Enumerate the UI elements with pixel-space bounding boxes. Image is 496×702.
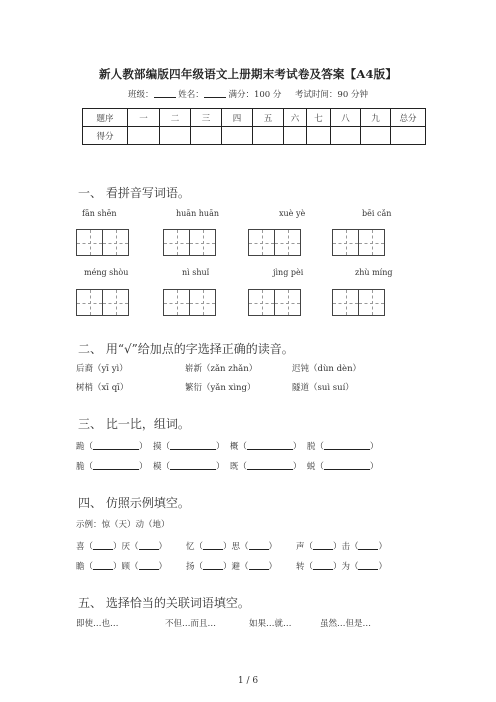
reading-item[interactable]: 崭新（zǎn zhǎn） xyxy=(185,364,258,374)
char-prompt: 概（ xyxy=(229,442,247,452)
char-prompt: 既（ xyxy=(229,462,247,472)
score-header-cell: 一 xyxy=(128,109,160,127)
paren-close: ） xyxy=(369,462,379,472)
answer-blank[interactable] xyxy=(313,540,333,550)
idiom-text: ） xyxy=(268,562,278,572)
idiom-row xyxy=(76,560,387,572)
compare-row xyxy=(76,440,378,452)
char-box[interactable] xyxy=(358,229,385,256)
name-blank xyxy=(204,89,226,98)
pinyin-label: huān huān xyxy=(176,209,219,218)
score-header-cell: 二 xyxy=(160,109,191,127)
score-header-cell: 总分 xyxy=(391,109,426,127)
idiom-text: ） xyxy=(158,542,168,552)
reading-item[interactable]: 繁衍（yǎn xìng） xyxy=(185,383,256,393)
answer-blank[interactable] xyxy=(170,440,216,450)
answer-blank[interactable] xyxy=(203,560,223,570)
page-number: 1 / 6 xyxy=(237,676,259,686)
reading-item[interactable]: 隧道（suì suí） xyxy=(292,383,354,393)
answer-blank[interactable] xyxy=(139,540,159,550)
class-blank xyxy=(154,89,176,98)
score-cell[interactable] xyxy=(361,127,391,145)
class-label: 班级： xyxy=(128,90,154,100)
pinyin-label: bēi cǎn xyxy=(362,209,392,218)
score-header-cell: 六 xyxy=(284,109,307,127)
char-box[interactable] xyxy=(358,289,385,316)
pinyin-label: jìng pèi xyxy=(273,268,304,277)
idiom-text: 忆（ xyxy=(185,542,203,552)
paren-close: ） xyxy=(292,462,302,472)
section-3-heading: 三、 比一比，组词。 xyxy=(78,417,190,431)
example-line: 示例：惊（天）动（地） xyxy=(76,520,170,530)
score-cell[interactable] xyxy=(160,127,191,145)
full-score: 满分：100 分 xyxy=(228,90,282,100)
answer-blank[interactable] xyxy=(324,460,370,470)
answer-blank[interactable] xyxy=(170,460,216,470)
idiom-text: ）为（ xyxy=(332,562,359,572)
score-table xyxy=(82,108,426,145)
char-box[interactable] xyxy=(102,289,129,316)
score-cell[interactable] xyxy=(222,127,253,145)
reading-item[interactable]: 树梢（xī qī） xyxy=(76,383,129,393)
idiom-text: ）思（ xyxy=(222,542,249,552)
idiom-text: ）击（ xyxy=(332,542,359,552)
score-cell[interactable] xyxy=(307,127,331,145)
idiom-text: 声（ xyxy=(295,542,313,552)
score-header-cell: 八 xyxy=(331,109,361,127)
reading-item[interactable]: 后裔（yī yì） xyxy=(76,364,128,374)
answer-blank[interactable] xyxy=(247,440,293,450)
answer-blank[interactable] xyxy=(93,440,139,450)
score-cell[interactable] xyxy=(128,127,160,145)
paren-close: ） xyxy=(292,442,302,452)
score-header-cell: 三 xyxy=(191,109,222,127)
section-4-heading: 四、 仿照示例填空。 xyxy=(78,496,190,510)
writing-grid[interactable] xyxy=(163,289,215,316)
idiom-text: ）厌（ xyxy=(113,542,139,552)
pinyin-label: méng shòu xyxy=(84,268,129,277)
conjunction-option: 即使…也… xyxy=(76,619,119,629)
char-prompt: 跪（ xyxy=(76,442,94,452)
writing-grid[interactable] xyxy=(76,289,128,316)
idiom-text: ） xyxy=(268,542,278,552)
char-box[interactable] xyxy=(102,229,129,256)
writing-grid[interactable] xyxy=(163,229,215,256)
char-box[interactable] xyxy=(248,229,275,256)
char-box[interactable] xyxy=(189,289,216,316)
char-prompt: 蜕（ xyxy=(306,462,324,472)
exam-info xyxy=(0,88,496,100)
writing-grid[interactable] xyxy=(332,229,384,256)
answer-blank[interactable] xyxy=(358,540,378,550)
char-box[interactable] xyxy=(189,229,216,256)
paren-close: ） xyxy=(139,462,148,472)
score-cell[interactable] xyxy=(191,127,222,145)
answer-blank[interactable] xyxy=(203,540,223,550)
paren-close: ） xyxy=(215,462,225,472)
answer-blank[interactable] xyxy=(93,560,113,570)
idiom-row xyxy=(76,540,387,552)
idiom-text: ） xyxy=(158,562,168,572)
score-table-score-row xyxy=(83,127,426,145)
answer-blank[interactable] xyxy=(139,560,159,570)
page-title: 新人教部编版四年级语文上册期末考试卷及答案【A4版】 xyxy=(98,67,398,81)
score-header-cell: 题序 xyxy=(83,109,128,127)
pinyin-label: fān shēn xyxy=(82,209,117,218)
idiom-text: 转（ xyxy=(295,562,313,572)
char-prompt: 摸（ xyxy=(152,442,170,452)
answer-blank[interactable] xyxy=(313,560,333,570)
idiom-text: ）顾（ xyxy=(113,562,139,572)
score-cell[interactable] xyxy=(284,127,307,145)
idiom-text: ） xyxy=(378,562,387,572)
answer-blank[interactable] xyxy=(249,540,269,550)
writing-grid[interactable] xyxy=(76,229,128,256)
pinyin-label: xuè yè xyxy=(279,209,306,218)
char-box[interactable] xyxy=(163,289,190,316)
paren-close: ） xyxy=(215,442,225,452)
char-box[interactable] xyxy=(274,289,301,316)
score-cell[interactable] xyxy=(331,127,361,145)
char-prompt: 脱（ xyxy=(306,442,324,452)
answer-blank[interactable] xyxy=(358,560,378,570)
score-header-cell: 四 xyxy=(222,109,253,127)
answer-blank[interactable] xyxy=(249,560,269,570)
compare-row xyxy=(76,460,378,472)
idiom-text: ） xyxy=(378,542,387,552)
section-2-heading: 二、 用“√”给加点的字选择正确的读音。 xyxy=(78,342,294,356)
idiom-text: 瞻（ xyxy=(76,562,94,572)
char-box[interactable] xyxy=(332,229,359,256)
char-prompt: 脆（ xyxy=(76,462,94,472)
answer-blank[interactable] xyxy=(93,540,113,550)
score-header-cell: 五 xyxy=(253,109,284,127)
score-cell[interactable] xyxy=(253,127,284,145)
answer-blank[interactable] xyxy=(324,440,370,450)
pinyin-label: zhù míng xyxy=(355,268,393,277)
score-table-header-row xyxy=(83,109,426,127)
pinyin-label: nì shuǐ xyxy=(182,268,210,277)
idiom-text: ）避（ xyxy=(222,562,249,572)
char-box[interactable] xyxy=(76,289,103,316)
writing-grid[interactable] xyxy=(248,229,300,256)
writing-grid[interactable] xyxy=(248,289,300,316)
exam-time: 考试时间：90 分钟 xyxy=(294,90,368,100)
idiom-text: 扬（ xyxy=(185,562,203,572)
answer-blank[interactable] xyxy=(247,460,293,470)
name-label: 姓名： xyxy=(178,90,204,100)
conjunction-option: 虽然…但是… xyxy=(320,619,372,629)
char-box[interactable] xyxy=(163,229,190,256)
char-box[interactable] xyxy=(332,289,359,316)
section-1-heading: 一、 看拼音写词语。 xyxy=(78,186,190,200)
score-row-label: 得分 xyxy=(83,127,128,145)
score-header-cell: 七 xyxy=(307,109,331,127)
char-box[interactable] xyxy=(248,289,275,316)
idiom-text: 喜（ xyxy=(76,542,94,552)
paren-close: ） xyxy=(369,442,379,452)
writing-grid[interactable] xyxy=(332,289,384,316)
conjunction-option: 如果…就… xyxy=(249,619,292,629)
conjunction-option: 不但…而且… xyxy=(165,619,217,629)
char-box[interactable] xyxy=(76,229,103,256)
paren-close: ） xyxy=(139,442,148,452)
score-header-cell: 九 xyxy=(361,109,391,127)
reading-item[interactable]: 迟钝（dùn dèn） xyxy=(292,364,362,374)
char-prompt: 模（ xyxy=(152,462,170,472)
char-box[interactable] xyxy=(274,229,301,256)
score-cell[interactable] xyxy=(391,127,426,145)
section-5-heading: 五、 选择恰当的关联词语填空。 xyxy=(78,596,250,610)
answer-blank[interactable] xyxy=(93,460,139,470)
